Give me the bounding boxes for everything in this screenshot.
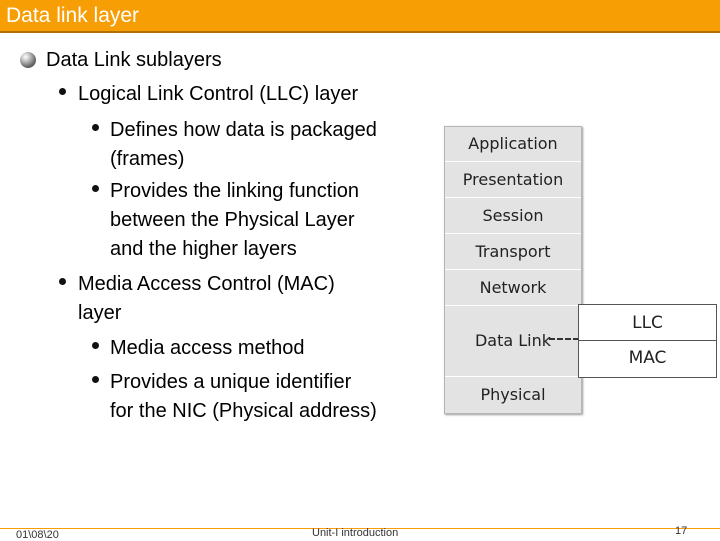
mac-heading-line1: Media Access Control (MAC) [78, 273, 335, 295]
llc-point2-line2: between the Physical Layer [110, 209, 355, 231]
bullet-dot-icon [92, 376, 99, 383]
llc-heading: Logical Link Control (LLC) layer [78, 83, 359, 105]
llc-point1-line2: (frames) [110, 148, 185, 170]
sublayer-llc: LLC [632, 313, 663, 333]
osi-layer-session: Session [445, 198, 581, 234]
bullet-dot-icon [59, 278, 66, 285]
bullet-level1: Data Link sublayers [46, 49, 222, 71]
osi-layer-data-link: Data Link [445, 306, 581, 377]
llc-point2-line3: and the higher layers [110, 238, 297, 260]
mac-heading-line2: layer [78, 302, 122, 324]
bullet-dot-icon [92, 185, 99, 192]
osi-layer-network: Network [445, 270, 581, 306]
slide-title: Data link layer [6, 4, 140, 27]
osi-layer-application: Application [445, 127, 581, 162]
sublayer-mac: MAC [628, 348, 667, 368]
mac-point2-line1: Provides a unique identifier [110, 371, 352, 393]
osi-layer-stack [444, 126, 582, 414]
sublayer-box [578, 304, 717, 378]
footer-center-text: Unit-I introduction [312, 527, 399, 539]
footer-page-number: 17 [675, 525, 688, 537]
bullet-dot-icon [59, 88, 66, 95]
osi-layer-presentation: Presentation [445, 162, 581, 198]
llc-point1-line1: Defines how data is packaged [110, 119, 377, 141]
osi-layer-physical: Physical [480, 385, 546, 404]
sublayer-divider [579, 340, 716, 341]
footer-date: 01\08\20 [16, 529, 59, 541]
connector-dashed-line [549, 338, 579, 340]
mac-point2-line2: for the NIC (Physical address) [110, 400, 377, 422]
osi-layer-transport: Transport [445, 234, 581, 270]
mac-point1: Media access method [110, 337, 305, 359]
llc-point2-line1: Provides the linking function [110, 180, 360, 202]
sphere-bullet-icon [20, 52, 36, 68]
bullet-dot-icon [92, 342, 99, 349]
bullet-dot-icon [92, 124, 99, 131]
